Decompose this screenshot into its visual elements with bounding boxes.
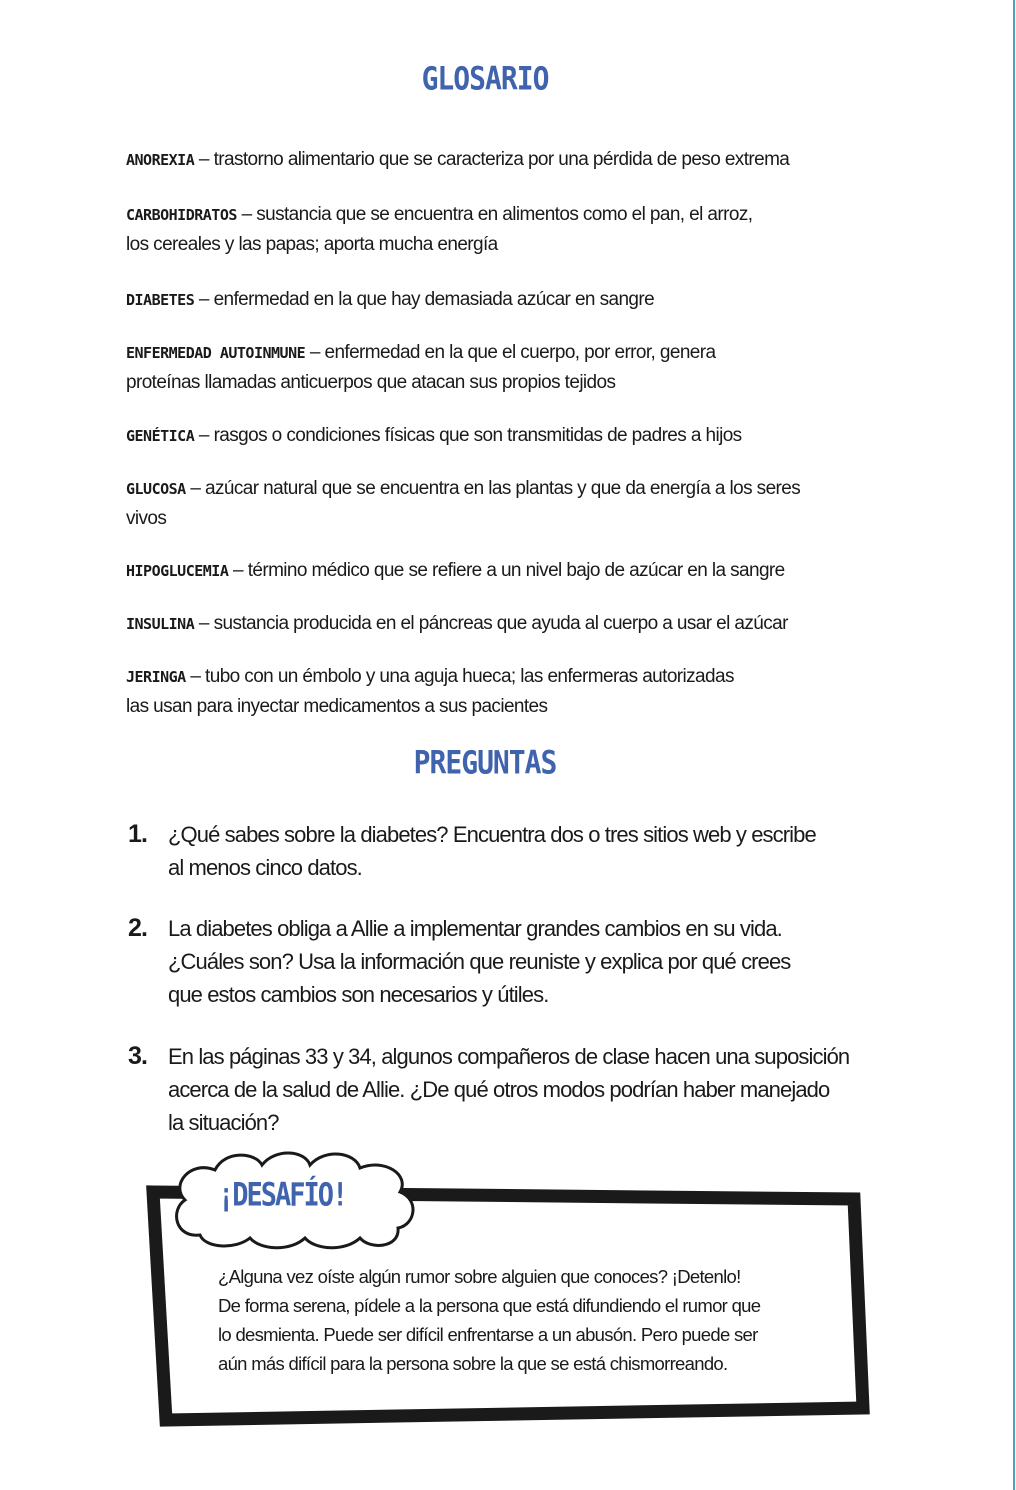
glossary-definition: – azúcar natural que se encuentra en las plantas y que da energía a los seres	[185, 478, 801, 499]
question-line: acerca de la salud de Allie. ¿De qué otros modos podrían haber manejado	[168, 1077, 830, 1102]
question-number: 1.	[128, 820, 148, 848]
question-line: La diabetes obliga a Allie a implementar grandes cambios en su vida.	[168, 916, 782, 941]
glossary-term: JERINGA	[126, 668, 186, 686]
glossary-definition: – sustancia producida en el páncreas que ayuda al cuerpo a usar el azúcar	[194, 613, 788, 634]
question-line: ¿Cuáles son? Usa la información que reuniste y explica por qué crees	[168, 949, 791, 974]
glossary-term: ENFERMEDAD AUTOINMUNE	[126, 344, 306, 362]
questions-title: PREGUNTAS	[413, 743, 557, 782]
glossary-definition: – término médico que se refiere a un nivel bajo de azúcar en la sangre	[228, 560, 785, 581]
glossary-term: DIABETES	[126, 291, 195, 309]
glossary-definition: – rasgos o condiciones físicas que son transmitidas de padres a hijos	[194, 425, 742, 446]
question-line: la situación?	[168, 1110, 279, 1135]
question-line: ¿Qué sabes sobre la diabetes? Encuentra dos o tres sitios web y escribe	[168, 822, 816, 847]
glossary-definition: – enfermedad en la que el cuerpo, por error, genera	[305, 342, 716, 363]
question-line: al menos cinco datos.	[168, 855, 362, 880]
question-number: 3.	[128, 1042, 148, 1070]
glossary-definition: – enfermedad en la que hay demasiada azúcar en sangre	[194, 289, 655, 310]
challenge-line: De forma serena, pídele a la persona que está difundiendo el rumor que	[218, 1295, 761, 1316]
glossary-term: HIPOGLUCEMIA	[126, 562, 229, 580]
glossary-term: CARBOHIDRATOS	[126, 206, 237, 224]
glossary-term: INSULINA	[126, 615, 195, 633]
glossary-term: GENÉTICA	[126, 427, 195, 445]
challenge-line: ¿Alguna vez oíste algún rumor sobre alguien que conoces? ¡Detenlo!	[218, 1266, 741, 1287]
challenge-text	[218, 1262, 760, 1378]
question-number: 2.	[128, 914, 148, 942]
glossary-definition: – tubo con un émbolo y una aguja hueca; las enfermeras autorizadas	[185, 666, 734, 687]
glossary-title: GLOSARIO	[421, 59, 549, 98]
glossary-definition-cont: proteínas llamadas anticuerpos que atacan sus propios tejidos	[126, 372, 616, 393]
glossary-definition-cont: las usan para inyectar medicamentos a sus pacientes	[126, 696, 548, 717]
glossary-definition: – sustancia que se encuentra en alimentos como el pan, el arroz,	[236, 204, 753, 225]
question-line: que estos cambios son necesarios y útiles.	[168, 982, 549, 1007]
glossary-definition: – trastorno alimentario que se caracteriza por una pérdida de peso extrema	[194, 149, 790, 170]
glossary-definition-cont: vivos	[126, 508, 167, 529]
challenge-line: aún más difícil para la persona sobre la que se está chismorreando.	[218, 1353, 728, 1374]
challenge-title: ¡DESAFÍO!	[218, 1176, 347, 1215]
question-line: En las páginas 33 y 34, algunos compañeros de clase hacen una suposición	[168, 1044, 850, 1069]
glossary-term: ANOREXIA	[126, 151, 195, 169]
glossary-term: GLUCOSA	[126, 480, 186, 498]
challenge-line: lo desmienta. Puede ser difícil enfrentarse a un abusón. Pero puede ser	[218, 1324, 758, 1345]
glossary-definition-cont: los cereales y las papas; aporta mucha energía	[126, 234, 498, 255]
